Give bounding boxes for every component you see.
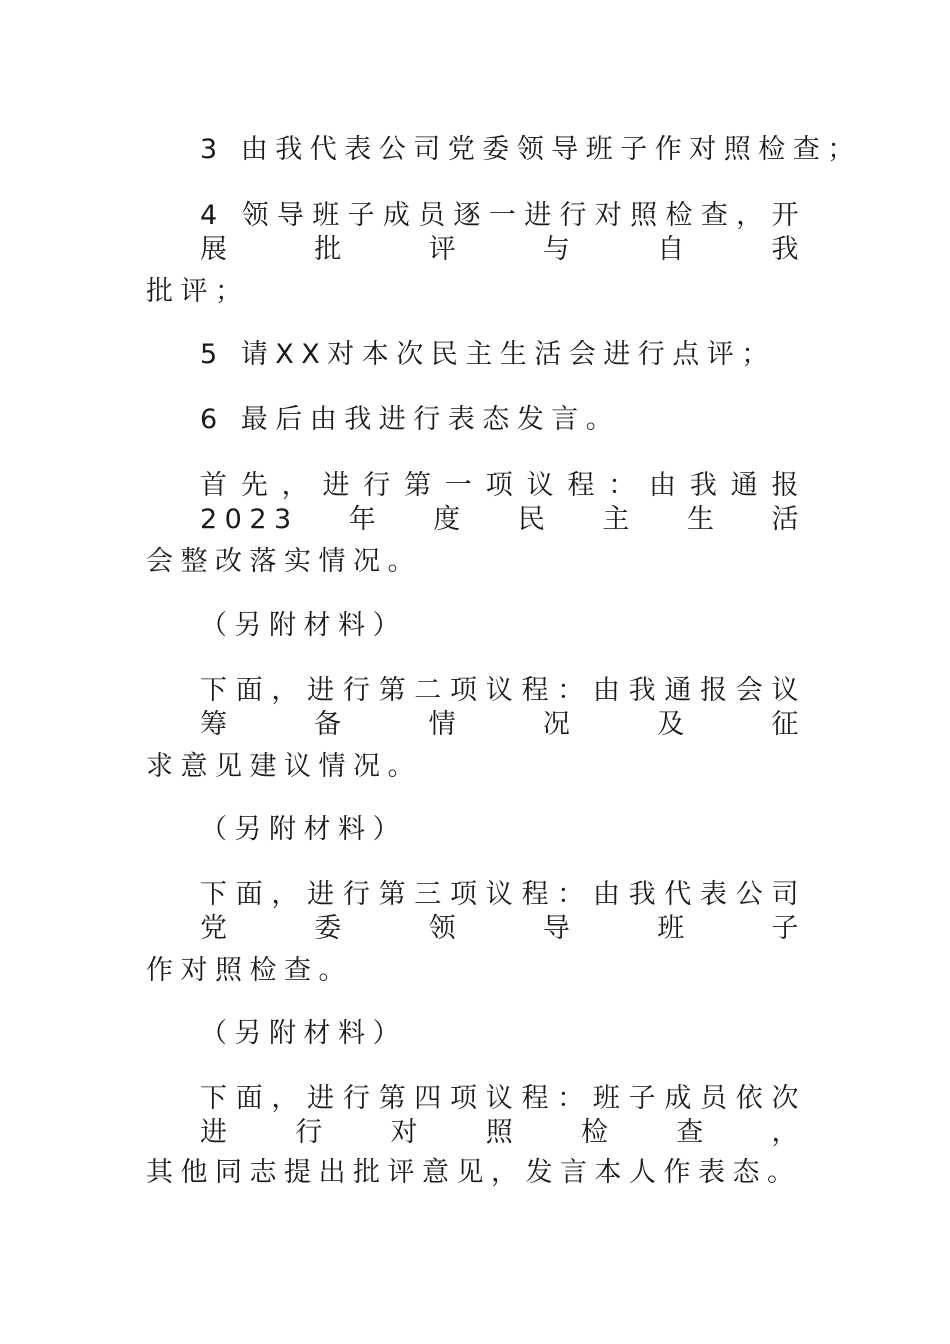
agenda-item-3: 3 由我代表公司党委领导班子作对照检查；	[200, 134, 862, 165]
attachment-note-3: （另附材料）	[200, 1018, 407, 1049]
paragraph-first-item: 首先，进行第一项议程：由我通报2023年度民主生活	[200, 470, 806, 535]
attachment-note-1: （另附材料）	[200, 610, 407, 641]
attachment-note-2: （另附材料）	[200, 814, 407, 845]
agenda-item-5: 5 请XX对本次民主生活会进行点评；	[200, 339, 776, 370]
paragraph-fourth-item: 下面，进行第四项议程：班子成员依次进行对照检查，	[200, 1083, 806, 1148]
paragraph-second-item: 下面，进行第二项议程：由我通报会议筹备情况及征	[200, 675, 806, 740]
paragraph-third-item: 下面，进行第三项议程：由我代表公司党委领导班子	[200, 879, 806, 944]
agenda-item-4-continued: 批评；	[146, 276, 250, 307]
paragraph-first-item-continued: 会整改落实情况。	[146, 546, 422, 577]
agenda-item-4: 4 领导班子成员逐一进行对照检查，开展批评与自我	[200, 200, 806, 265]
agenda-item-6: 6 最后由我进行表态发言。	[200, 404, 621, 435]
paragraph-fourth-item-continued: 其他同志提出批评意见，发言本人作表态。	[146, 1157, 802, 1188]
paragraph-second-item-continued: 求意见建议情况。	[146, 751, 422, 782]
paragraph-third-item-continued: 作对照检查。	[146, 955, 353, 986]
